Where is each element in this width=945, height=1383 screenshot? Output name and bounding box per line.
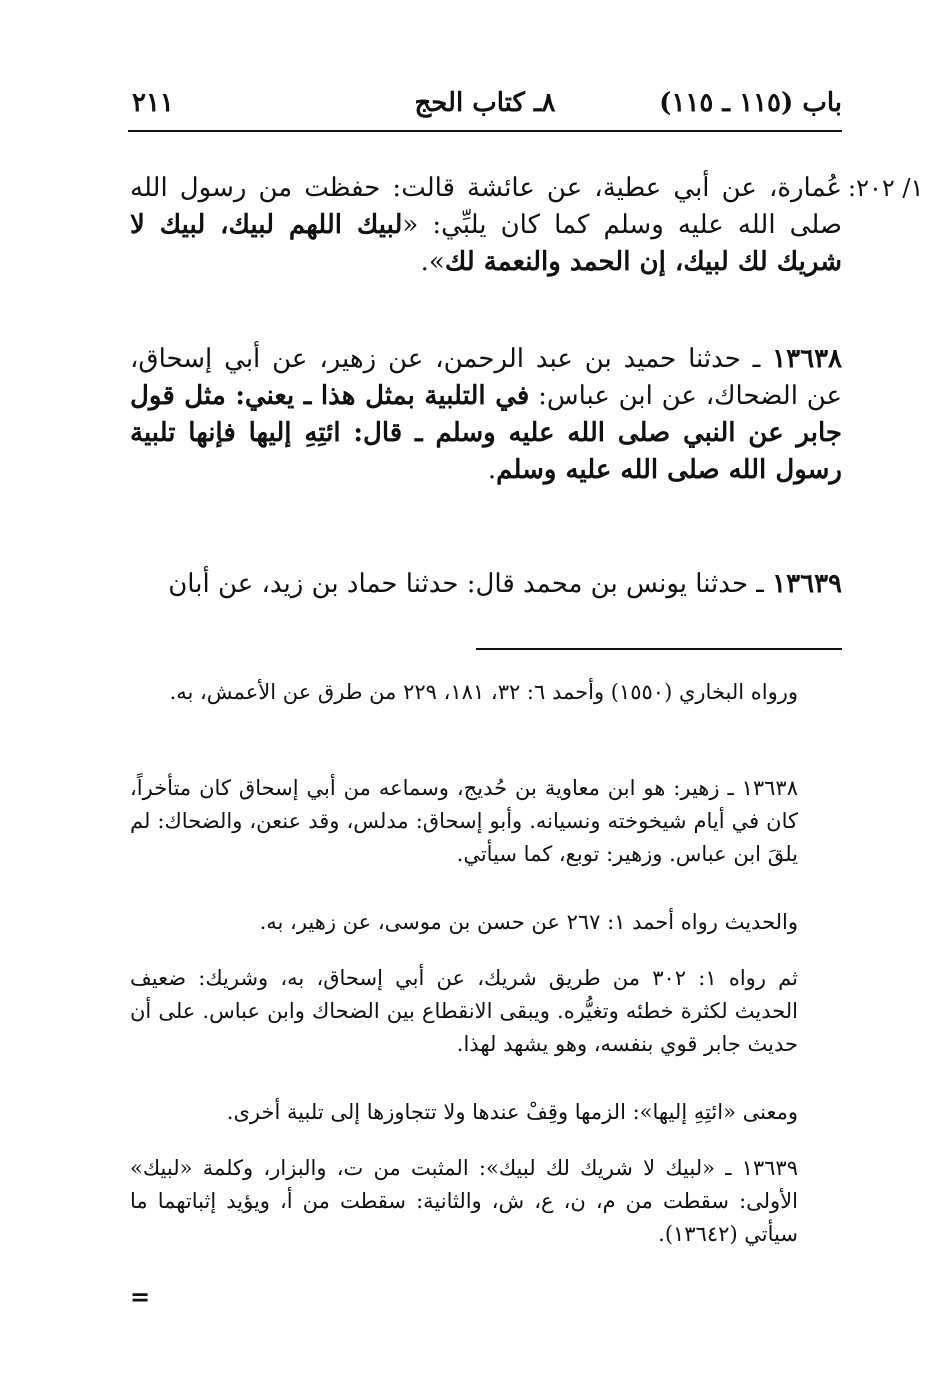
talbiya-text: لبيك اللهم لبيك، لبيك لا شريك لك لبيك، إن الحمد والنعمة لك [130,210,842,277]
header-rule [128,130,842,132]
footnote-meaning: ومعنى «ائتِهِ إليها»: الزمها وقِفْ عندها ولا تتجاوزها إلى تلبية أخرى. [226,1100,798,1124]
page-number: ٢١١ [132,88,174,118]
continuation-mark: = [130,1282,151,1311]
footnote-sharik: ثم رواه ١: ٣٠٢ من طريق شريك، عن أبي إسحاق، به، وشريك: ضعيف الحديث لكثرة خطئه وتغيُّره. ويبقى الانقطاع بين الضحاك وابن عباس. على أن حديث جابر قوي بنفسه، وهو يشهد لهذا. [130,966,798,1056]
hadith-13638: ١٣٦٣٨ ـ حدثنا حميد بن عبد الرحمن، عن زهير، عن أبي إسحاق، عن الضحاك، عن ابن عباس: في التلبية بمثل هذا ـ يعني: مثل قول جابر عن النبي صلى الله عليه وسلم ـ قال: ائتِهِ إليها فإنها تلبية رسول الله صلى الله عليه وسلم. [130,344,842,485]
hadith-number: ١٣٦٣٨ [772,344,842,374]
running-header [128,82,842,128]
footnote-13639: ١٣٦٣٩ ـ «لبيك لا شريك لك لبيك»: المثبت من ت، والبزار، وكلمة «لبيك» الأولى: سقطت من م، ن، ع، ش، والثانية: سقطت من أ، ويؤيد إثباتهما ما سيأتي (١٣٦٤٢). [130,1156,798,1246]
hadith-13639: ١٣٦٣٩ ـ حدثنا يونس بن محمد قال: حدثنا حماد بن زيد، عن أبان [168,569,842,599]
margin-reference: :١/ ٢٠٢ [848,174,924,202]
footnote-1: ورواه البخاري (١٥٥٠) وأحمد ٦: ٣٢، ١٨١، ٢٢٩ من طرق عن الأعمش، به. [169,680,798,704]
chapter-title: باب (١١٥ ـ ١١٥) [659,88,842,118]
footnote-ahmad: والحديث رواه أحمد ١: ٢٦٧ عن حسن بن موسى، عن زهير، به. [259,910,798,934]
hadith-text-1: عُمارة، عن أبي عطية، عن عائشة قالت: حفظت من رسول الله صلى الله عليه وسلم كما كان يلبِّي: «لبيك اللهم لبيك، لبيك لا شريك لك لبيك، إن الحمد والنعمة لك». [130,173,843,277]
footnote-separator [476,648,842,650]
hadith-number: ١٣٦٣٩ [772,569,842,599]
book-title: ٨ـ كتاب الحج [414,88,556,118]
footnote-13638: ١٣٦٣٨ ـ زهير: هو ابن معاوية بن حُديج، وسماعه من أبي إسحاق كان متأخراً، كان في أيام شيخوخته ونسيانه. وأبو إسحاق: مدلس، وقد عنعن، والضحاك: لم يلقَ ابن عباس. وزهير: توبع، كما سيأتي. [130,776,798,866]
